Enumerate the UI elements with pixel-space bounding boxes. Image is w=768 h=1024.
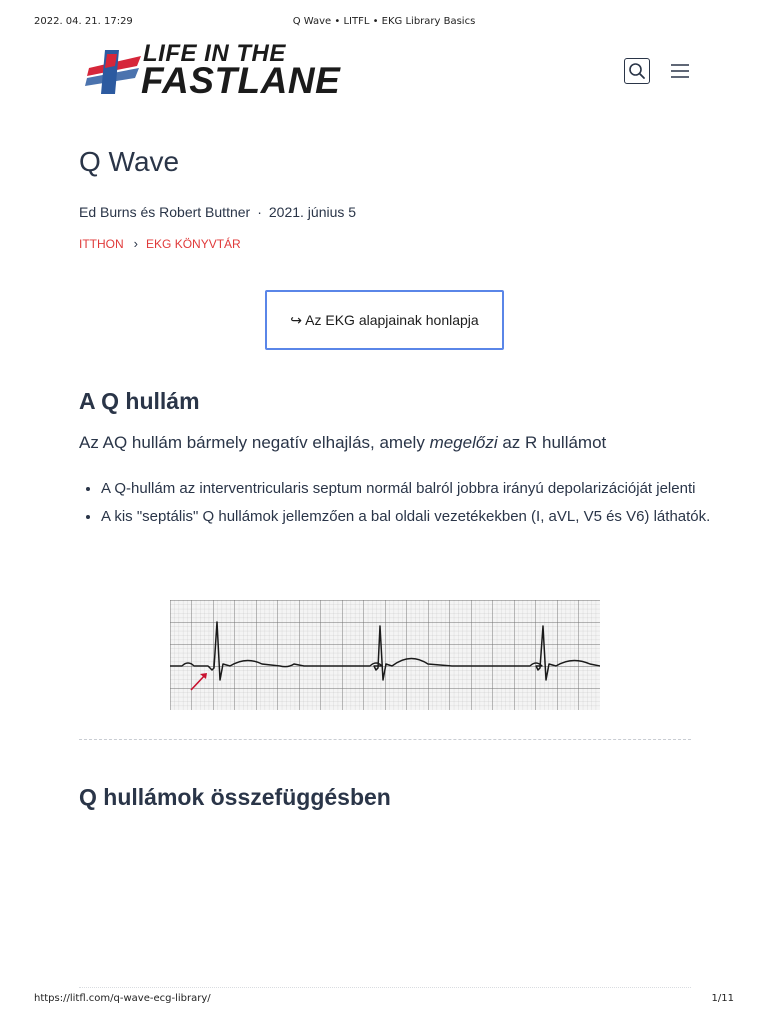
list-item: • A kis "septális" Q hullámok jellemzően a bal oldali vezetékekben (I, aVL, V5 és V6) láthatók. (101, 505, 713, 529)
ecg-strip-image (170, 600, 600, 710)
menu-button[interactable] (670, 62, 690, 80)
meta-separator: · (257, 204, 262, 220)
breadcrumb-ecg-library[interactable]: EKG KÖNYVTÁR (146, 236, 241, 251)
page-title: Q Wave (79, 146, 180, 177)
menu-icon (670, 62, 690, 80)
lead-paragraph (79, 433, 691, 453)
article-date: 2021. június 5 (268, 204, 357, 220)
print-datetime: 2022. 04. 21. 17:29 (34, 16, 133, 27)
cross-logo-icon (85, 46, 145, 98)
ecg-basics-home-button[interactable]: ↪ Az EKG alapjainak honlapja (265, 290, 504, 350)
site-logo[interactable] (79, 40, 409, 104)
article-authors[interactable]: Ed Burns és Robert Buttner (79, 204, 251, 220)
lead-text-end: az R hullámot (497, 433, 607, 452)
print-footer (34, 993, 734, 1009)
article-meta (79, 204, 356, 220)
logo-text-main: FASTLANE (141, 60, 341, 101)
bullet-list (79, 477, 713, 533)
print-page-number: 1/11 (711, 993, 734, 1004)
print-doc-title: Q Wave • LITFL • EKG Library Basics (292, 16, 476, 27)
lead-emphasis: megelőzi (429, 433, 498, 452)
chevron-right-icon: › (133, 236, 139, 251)
section-divider (79, 739, 691, 740)
lead-text-start: Az AQ hullám bármely negatív elhajlás, amely (79, 433, 430, 452)
logo-text-top: LIFE IN THE (143, 40, 286, 67)
site-header (79, 40, 691, 104)
section-heading-q-wave: A Q hullám (79, 388, 200, 414)
breadcrumb-home[interactable]: ITTHON (79, 236, 124, 251)
search-icon (628, 62, 646, 80)
search-button[interactable] (624, 58, 650, 84)
section-heading-q-waves-in-context: Q hullámok összefüggésben (79, 784, 391, 810)
list-item: • A Q-hullám az interventricularis septum normál balról jobbra irányú depolarizációját jelenti (101, 477, 713, 501)
print-url: https://litfl.com/q-wave-ecg-library/ (34, 993, 211, 1004)
print-header (34, 16, 734, 32)
section-divider (79, 987, 691, 988)
breadcrumb (79, 236, 241, 251)
